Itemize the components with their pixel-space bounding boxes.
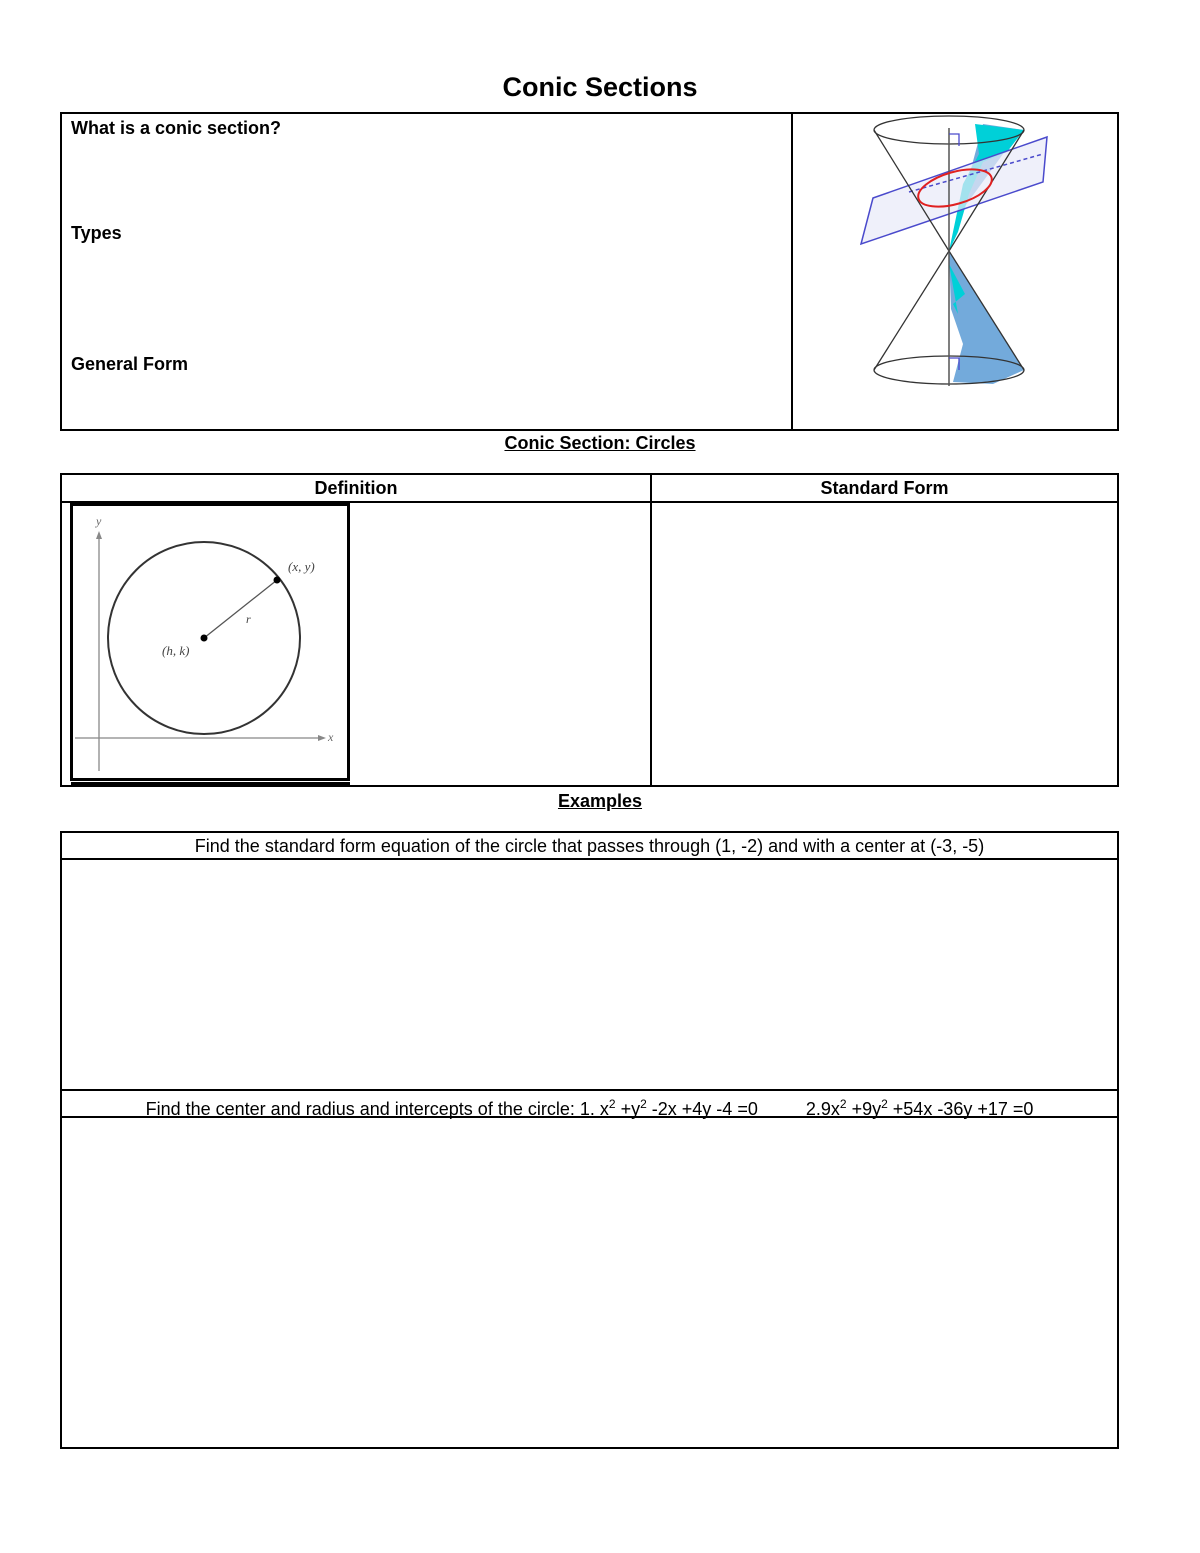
center-point-label: (h, k) bbox=[162, 643, 190, 658]
lower-cone-left-edge bbox=[874, 251, 949, 370]
x-axis-label: x bbox=[328, 730, 334, 744]
eq1-y-exponent: 2 bbox=[640, 1097, 647, 1111]
eq2-number: 2. bbox=[805, 1099, 821, 1119]
what-is-conic-label: What is a conic section? bbox=[71, 118, 282, 138]
examples-table bbox=[60, 831, 1119, 1449]
example1-prompt: Find the standard form equation of the circle that passes through (1, -2) and with a center at (-3, -5) bbox=[194, 836, 985, 856]
edge-point bbox=[274, 577, 281, 584]
examples-heading: Examples bbox=[557, 791, 643, 811]
radius-label: r bbox=[246, 612, 251, 626]
circle-diagram bbox=[70, 503, 352, 787]
eq1-number: 1. bbox=[579, 1099, 595, 1119]
center-point bbox=[201, 635, 208, 642]
eq2-y-exponent: 2 bbox=[881, 1097, 888, 1111]
definition-header: Definition bbox=[314, 478, 398, 498]
circles-column-divider bbox=[650, 473, 652, 787]
double-cone-illustration bbox=[793, 114, 1117, 429]
eq1-x-term: x bbox=[594, 1099, 609, 1119]
general-form-label: General Form bbox=[71, 354, 189, 374]
types-label: Types bbox=[71, 223, 122, 243]
edge-point-label: (x, y) bbox=[288, 559, 315, 574]
page-title: Conic Sections bbox=[502, 72, 698, 102]
standard-form-header: Standard Form bbox=[820, 478, 949, 498]
diagram-bottom-bar bbox=[71, 782, 350, 786]
lower-cone-shading bbox=[949, 251, 1024, 384]
example2-prompt bbox=[62, 1091, 1117, 1122]
eq2-x-term: 9x bbox=[820, 1099, 840, 1119]
y-axis-label: y bbox=[96, 514, 102, 528]
eq1-y-term: +y bbox=[615, 1099, 641, 1119]
eq2-x-exponent: 2 bbox=[839, 1097, 847, 1111]
eq1-x-exponent: 2 bbox=[608, 1097, 616, 1111]
example2-lead: Find the center and radius and intercepts of the circle: bbox=[145, 1099, 580, 1119]
eq2-y-term: +9y bbox=[846, 1099, 882, 1119]
circles-heading: Conic Section: Circles bbox=[504, 433, 696, 453]
eq1-rest: -2x +4y -4 =0 bbox=[646, 1099, 758, 1119]
eq2-rest: +54x -36y +17 =0 bbox=[887, 1099, 1034, 1119]
